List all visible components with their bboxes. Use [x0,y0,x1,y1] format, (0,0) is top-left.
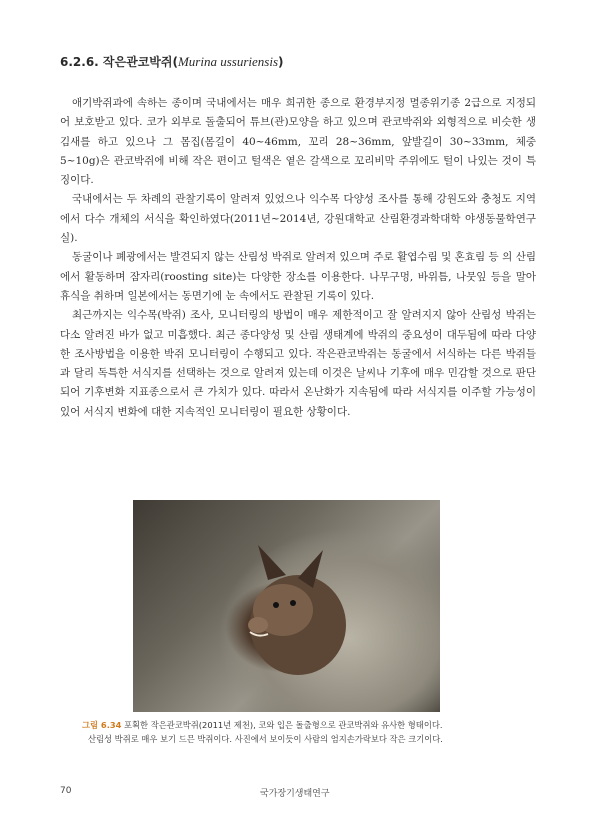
page-number: 70 [60,786,72,796]
caption-line-2: 산림성 박쥐로 매우 보기 드믄 박쥐이다. 사진에서 보이듯이 사람의 엄지손가락보다 작은 크기이다. [88,734,443,744]
paragraph-distribution: 국내에서는 두 차례의 관찰기록이 알려져 있었으나 익수목 다양성 조사를 통해 강원도와 충청도 지역에서 다수 개체의 서식을 확인하였다(2011년~2014년, 강원대학교 산림환경과학대학 야생동물학연구실). [60,193,536,245]
body-text [60,94,536,422]
bat-illustration [228,540,358,680]
section-heading [60,53,284,70]
paragraph-description: 애기박쥐과에 속하는 종이며 국내에서는 매우 희귀한 종으로 환경부지정 멸종위기종 2급으로 지정되어 보호받고 있다. 코가 외부로 돌출되어 튜브(관)모양을 하고 있으며 관코박쥐와 외형적으로 비슷한 생김새를 하고 있으나 그 몸집(몸길이 40~46mm, 꼬리 28~36mm, 앞발길이 30~33mm, 체중 5~10g)은 관코박쥐에 비해 작은 편이고 털색은 옅은 갈색으로 꼬리비막 주위에도 털이 나있는 것이 특징이다. [60,97,536,187]
section-number: 6.2.6. [60,55,99,69]
caption-line-1: 포획한 작은관코박쥐(2011년 제천), 코와 입은 돌출형으로 관코박쥐와 유사한 형태이다. [124,720,443,730]
figure-label: 그림 6.34 [82,720,122,730]
paragraph-habitat: 동굴이나 폐광에서는 발견되지 않는 산림성 박쥐로 알려져 있으며 주로 활엽수림 및 혼효림 등 의 산림에서 활동하며 잠자리(roosting site)는 다양한 장소를 이용한다. 나무구멍, 바위틈, 나뭇잎 등을 말아 휴식을 취하며 일본에서는 동면기에 눈 속에서도 관찰된 기록이 있다. [60,251,536,302]
species-scientific-name: Murina ussuriensis [177,54,279,69]
bat-photo [133,500,440,712]
figure-caption [82,718,512,746]
paragraph-monitoring: 최근까지는 익수목(박쥐) 조사, 모니터링의 방법이 매우 제한적이고 잘 알려지지 않아 산림성 박쥐는 다소 알려진 바가 없고 미흡했다. 최근 종다양성 및 산림 생태계에 박쥐의 중요성이 대두됨에 따라 다양한 조사방법을 이용한 박쥐 모니터링이 수행되고 있다. 작은관코박쥐는 동굴에서 서식하는 다른 박쥐들과 달리 독특한 서식지를 선택하는 것으로 알려져 있는데 이것은 날씨나 기후에 매우 민감할 것으로 판단되어 기후변화 지표종으로서 큰 가치가 있다. 따라서 온난화가 지속됨에 따라 서식지를 이주할 가능성이 있어 서식지 변화에 대한 지속적인 모니터링이 필요한 상황이다. [60,309,536,418]
footer-title: 국가장기생태연구 [260,789,330,799]
species-korean-name: 작은관코박쥐 [102,55,173,69]
close-paren: ) [278,55,284,69]
open-paren: ( [172,55,178,69]
